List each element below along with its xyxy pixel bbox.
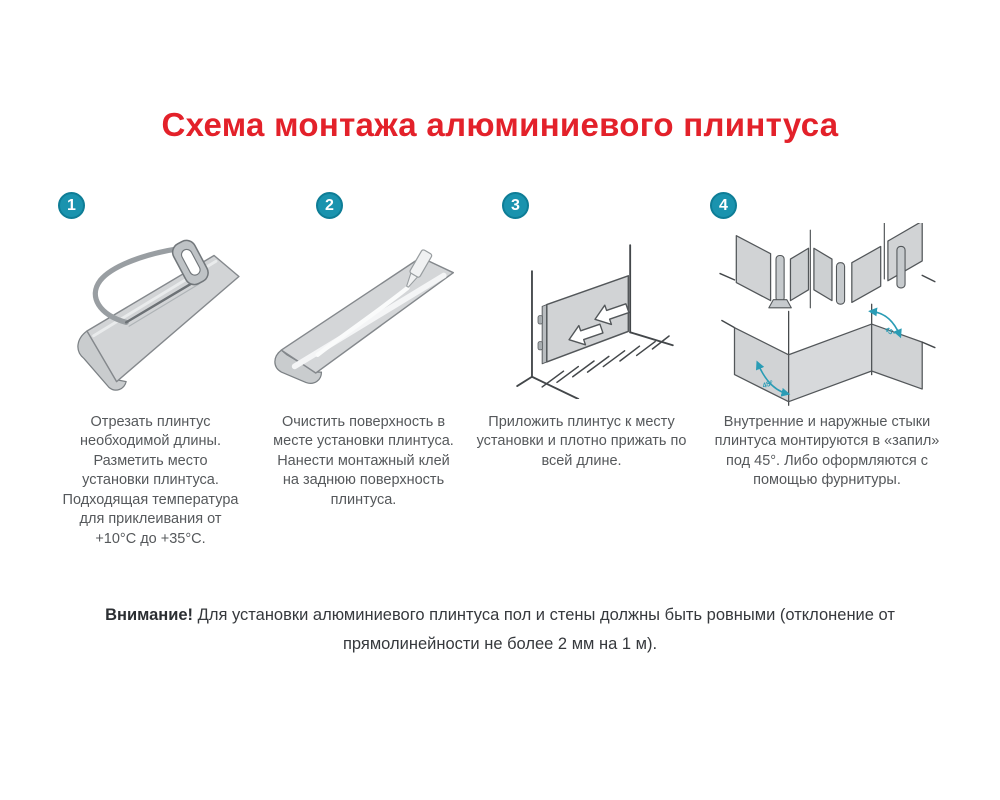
warning-note [60,601,940,659]
step-2-description: Очистить поверхность в месте установки плинтуса. Нанести монтажный клей на заднюю поверхность плинтуса. [273,414,454,508]
step-2-number-badge [316,192,343,219]
step-1-number-badge [58,192,85,219]
step-2-number: 2 [325,196,334,214]
step-3-number-badge [502,192,529,219]
step-3-description: Приложить плинтус к месту установки и плотно прижать по всей длине. [476,414,687,469]
page-title: Схема монтажа алюминиевого плинтуса [161,106,839,143]
hacksaw-cutting-plinth-icon [48,223,253,401]
step-4-number-badge [710,192,737,219]
step-3-number: 3 [511,196,520,214]
step-1-number: 1 [67,196,76,214]
corner-joints-45deg-icon [702,223,952,401]
step-1 [48,192,253,549]
warning-label: Внимание! [105,605,194,624]
glue-on-plinth-back-icon [266,223,461,401]
step-4-number: 4 [719,196,728,214]
step-2 [266,192,461,549]
plinth-pressed-to-wall-icon [474,223,689,401]
warning-text: Для установки алюминиевого плинтуса пол и стены должны быть ровными (отклонение от прямолинейности не более 2 мм на 1 м). [197,605,895,653]
step-3 [474,192,689,549]
steps-row [0,192,1000,549]
step-4-description: Внутренние и наружные стыки плинтуса монтируются в «запил» под 45°. Либо оформляются с помощью фурнитуры. [714,414,940,489]
angle-45-label-left: 45° [761,378,775,391]
step-1-description: Отрезать плинтус необходимой длины. Разметить место установки плинтуса. Подходящая температура для приклеивания от +10°С до +35°С. [62,414,239,547]
step-4 [702,192,952,549]
angle-45-label-right: 45° [883,324,898,339]
